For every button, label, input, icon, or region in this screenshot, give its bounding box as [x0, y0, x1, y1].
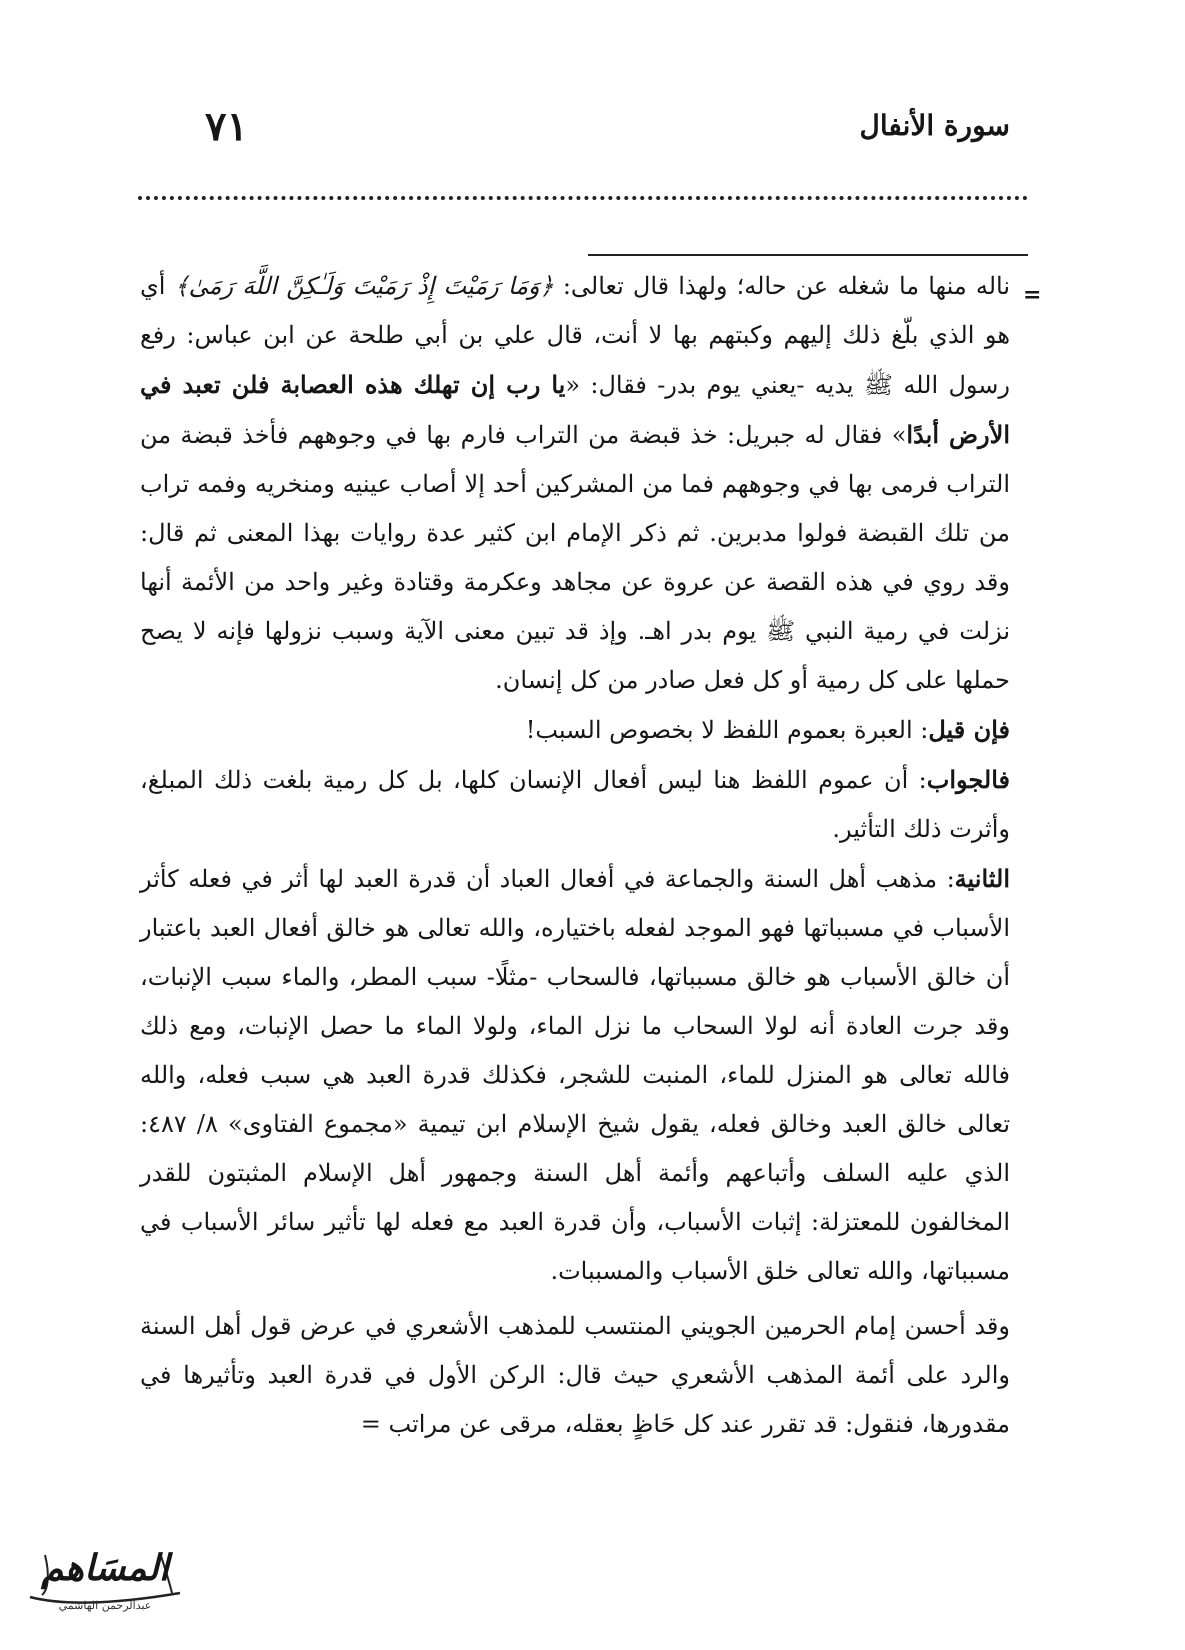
- second-point-label: الثانية: [954, 864, 1010, 893]
- objection-text: : العبرة بعموم اللفظ لا بخصوص السبب!: [525, 716, 929, 744]
- publisher-logo: [20, 1535, 190, 1635]
- answer-label: فالجواب: [926, 765, 1010, 794]
- quran-verse: ﴿وَمَا رَمَيْتَ إِذْ رَمَيْتَ وَلَـٰكِنَّ اللَّهَ رَمَىٰ﴾: [174, 272, 554, 300]
- objection-label: فإن قيل: [928, 715, 1010, 744]
- hadith-quote: يا رب إن تهلك هذه العصابة فلن تعبد في الأرض أبدًا: [140, 370, 1010, 449]
- footnote-body: [140, 262, 1010, 1449]
- page-header: [0, 95, 1185, 155]
- paragraph-objection: [140, 705, 1010, 755]
- logo-wordmark: المسَاهم: [41, 1547, 169, 1589]
- paragraph-hadith: [140, 262, 1010, 705]
- paragraph-juwayni: [140, 1302, 1010, 1449]
- text-segment: أي هو الذي بلّغ ذلك إليهم وكبتهم بها لا أنت، قال علي بن أبي طلحة عن ابن عباس: رفع رسول الله ﷺ يديه -يعني يوم بدر- فقال: «: [140, 272, 1010, 399]
- logo-subtext: عبدالرحمن الهاشمي: [58, 1599, 152, 1612]
- text-segment: ناله منها ما شغله عن حاله؛ ولهذا قال تعالى:: [553, 272, 1010, 300]
- text-segment: » فقال له جبريل: خذ قبضة من التراب فارم بها في وجوههم فأخذ قبضة من التراب فرمى بها في وجوههم فما من المشركين أحد إلا أصاب عينيه ومنخريه وفمه تراب من تلك القبضة فولوا مدبرين. ثم ذكر الإمام ابن كثير عدة روايات بهذا المعنى ثم قال: وقد روي في هذه القصة عن عروة عن مجاهد وعكرمة وقتادة وغير واحد من الأئمة أنها نزلت في رمية النبي ﷺ يوم بدر اهـ. وإذ قد تبين معنى الآية وسبب نزولها فإنه لا يصح حملها على كل رمية أو كل فعل صادر من كل إنسان.: [140, 421, 1011, 694]
- surah-title: سورة الأنفال: [859, 109, 1010, 142]
- header-dotted-divider: [138, 196, 1028, 200]
- answer-text: : أن عموم اللفظ هنا ليس أفعال الإنسان كلها، بل كل رمية بلغت ذلك المبلغ، وأثرت ذلك التأثير.: [140, 766, 1010, 843]
- paragraph-second-point: [140, 854, 1010, 1296]
- juwayni-text: وقد أحسن إمام الحرمين الجويني المنتسب للمذهب الأشعري في عرض قول أهل السنة والرد على أئمة المذهب الأشعري حيث قال: الركن الأول في قدرة العبد وتأثيرها في مقدورها، فنقول: قد تقرر عند كل حَاظٍ بعقله، مرقى عن مراتب =: [140, 1312, 1010, 1438]
- page-number: ٧١: [205, 103, 248, 150]
- paragraph-answer: [140, 755, 1010, 854]
- footnote-continuation-marker: =: [1023, 282, 1042, 308]
- second-point-text: : مذهب أهل السنة والجماعة في أفعال العباد أن قدرة العبد لها أثر في فعله كأثر الأسباب في مسبباتها فهو الموجد لفعله باختياره، والله تعالى هو خالق أفعال العبد باعتبار أن خالق الأسباب هو خالق مسبباتها، فالسحاب -مثلًا- سبب المطر، والماء سبب الإنبات، وقد جرت العادة أنه لولا السحاب ما نزل الماء، ولولا الماء ما حصل الإنبات، ومع ذلك فالله تعالى هو المنزل للماء، المنبت للشجر، فكذلك قدرة العبد هي سبب فعله، والله تعالى خالق العبد وخالق فعله، يقول شيخ الإسلام ابن تيمية «مجموع الفتاوى» ٨/ ٤٨٧: الذي عليه السلف وأتباعهم وأئمة أهل السنة وجمهور أهل الإسلام المثبتون للقدر المخالفون للمعتزلة: إثبات الأسباب، وأن قدرة العبد مع فعله لها تأثير سائر الأسباب في مسبباتها، والله تعالى خلق الأسباب والمسببات.: [140, 865, 1011, 1285]
- footnote-divider: [588, 254, 1028, 256]
